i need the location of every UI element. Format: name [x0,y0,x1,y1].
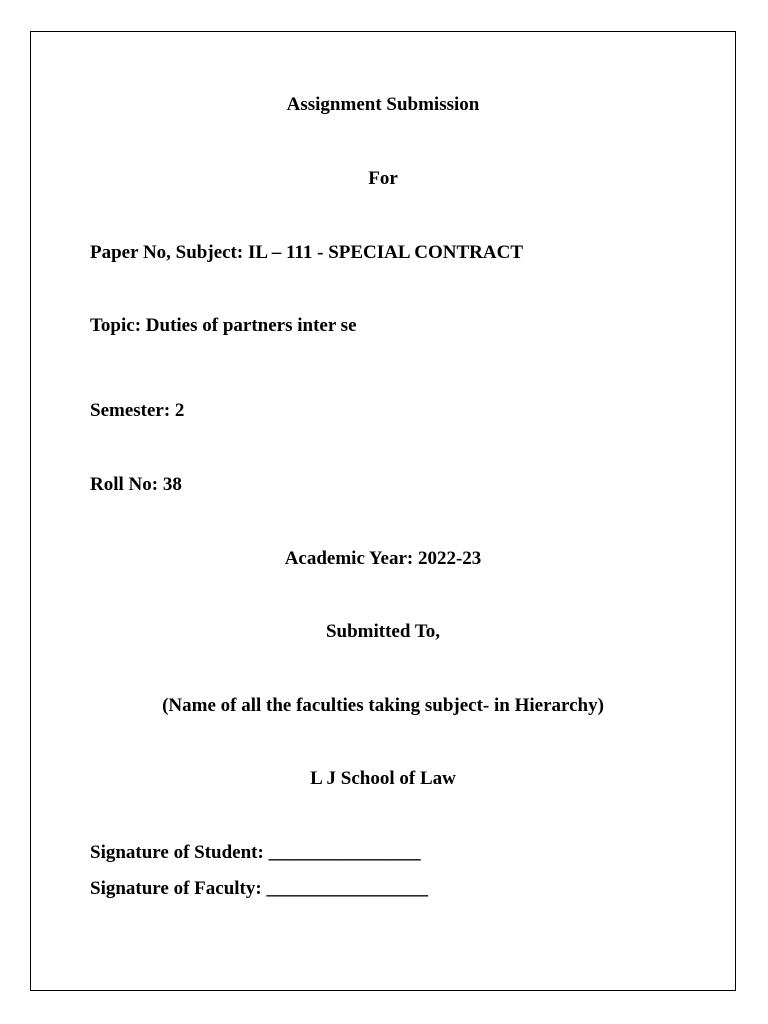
school-name: L J School of Law [310,768,456,789]
document-heading: Assignment Submission [286,94,480,115]
roll-no: Roll No: 38 [90,474,182,495]
signature-faculty: Signature of Faculty: _________________ [90,878,428,899]
academic-year: Academic Year: 2022-23 [284,548,482,569]
paper-subject: Paper No, Subject: IL – 111 - SPECIAL CONTRACT [90,242,524,263]
signature-student: Signature of Student: ________________ [90,842,421,863]
faculties-note: (Name of all the faculties taking subject- in Hierarchy) [162,695,604,716]
semester: Semester: 2 [90,400,185,421]
topic: Topic: Duties of partners inter se [90,315,357,336]
submitted-to: Submitted To, [325,621,441,642]
for-label: For [368,168,398,189]
